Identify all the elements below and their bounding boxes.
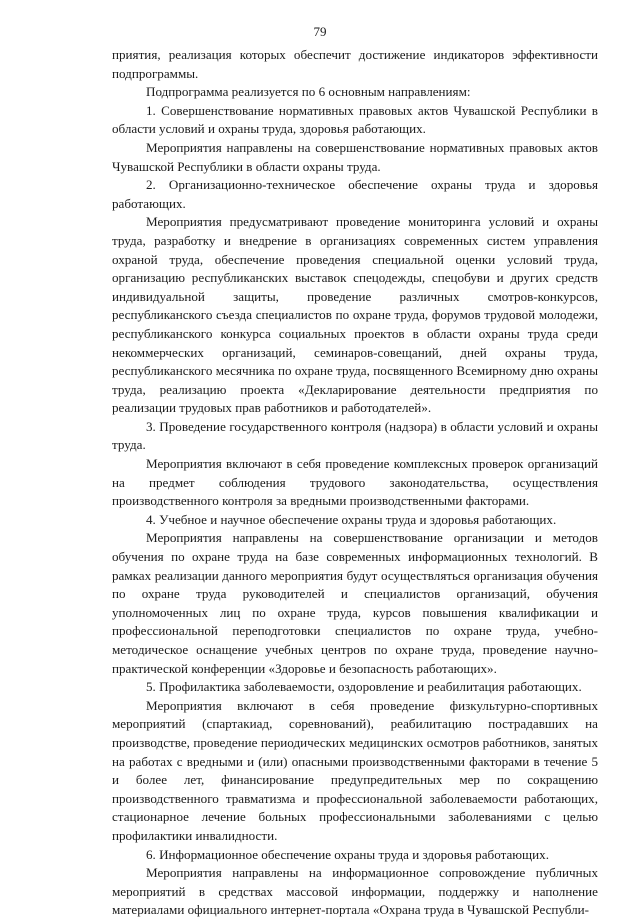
heading-direction-6: 6. Информационное обеспечение охраны труда и здоровья работающих. bbox=[146, 846, 549, 862]
paragraph-direction-5: Мероприятия включают в себя проведение физкультурно-спортивных мероприятий (спартакиад, соревнований), реабилитацию пострадавших на производстве, проведение периодических медицинских осмотров работников, занятых на работах с вредными и (или) опасными производственными факторами в течение 5 и более лет, финансирование предупредительных мер по сокращению производственного травматизма и профессиональной заболеваемости работающих, стационарное лечение больных профессиональными заболеваниями с целью профилактики инвалидности. bbox=[112, 697, 598, 843]
heading-direction-4: 4. Учебное и научное обеспечение охраны труда и здоровья работающих. bbox=[146, 511, 557, 527]
paragraph-direction-1: Мероприятия направлены на совершенствование нормативных правовых актов Чувашской Республики в области охраны труда. bbox=[112, 139, 598, 174]
paragraph-direction-6: Мероприятия направлены на информационное сопровождение публичных мероприятий в средствах массовой информации, поддержку и наполнение материалами официального интернет-портала «Охрана труда в Чувашской Республи- bbox=[112, 865, 598, 918]
page-number: 79 bbox=[313, 24, 327, 39]
body-text bbox=[112, 46, 598, 920]
paragraph-continuation: приятия, реализация которых обеспечит достижение индикаторов эффективности подпрограммы. bbox=[112, 47, 598, 81]
heading-direction-1: 1. Совершенствование нормативных правовых актов Чувашской Республики в области условий и охраны труда, здоровья работающих. bbox=[112, 102, 598, 137]
paragraph-intro: Подпрограмма реализуется по 6 основным направлениям: bbox=[146, 84, 471, 100]
paragraph-direction-3: Мероприятия включают в себя проведение комплексных проверок организаций на предмет соблюдения трудового законодательства, осуществления производственного контроля за вредными производственными факторами. bbox=[112, 456, 598, 509]
heading-direction-3: 3. Проведение государственного контроля (надзора) в области условий и охраны труда. bbox=[112, 418, 598, 453]
paragraph-direction-4: Мероприятия направлены на совершенствование организации и методов обучения по охране труда на базе современных информационных технологий. В рамках реализации данного мероприятия будут осуществляться организация обучения по охране труда руководителей и специалистов организаций, обучения уполномоченных лиц по охране труда, курсов повышения квалификации и профессиональной переподготовки специалистов по охране труда, учебно-методическое оснащение учебных центров по охране труда, проведение научно-практической конференции «Здоровье и безопасность работающих». bbox=[112, 530, 598, 676]
paragraph-direction-2: Мероприятия предусматривают проведение мониторинга условий и охраны труда, разработку и внедрение в организациях современных систем управления охраной труда, обеспечение проведения специальной оценки условий труда, организацию республиканских выставок спецодежды, спецобуви и других средств индивидуальной защиты, проведение различных смотров-конкурсов, республиканского съезда специалистов по охране труда, форумов трудовой молодежи, республиканского конкурса социальных проектов в области охраны труда среди некоммерческих организаций, семинаров-совещаний, дней охраны труда, республиканского месячника по охране труда, посвященного Всемирному дню охраны труда, реализацию проекта «Декларирование деятельности предприятия по реализации трудовых прав работников и работодателей». bbox=[112, 214, 598, 416]
heading-direction-5: 5. Профилактика заболеваемости, оздоровление и реабилитация работающих. bbox=[146, 679, 582, 695]
heading-direction-2: 2. Организационно-техническое обеспечение охраны труда и здоровья работающих. bbox=[112, 177, 598, 211]
